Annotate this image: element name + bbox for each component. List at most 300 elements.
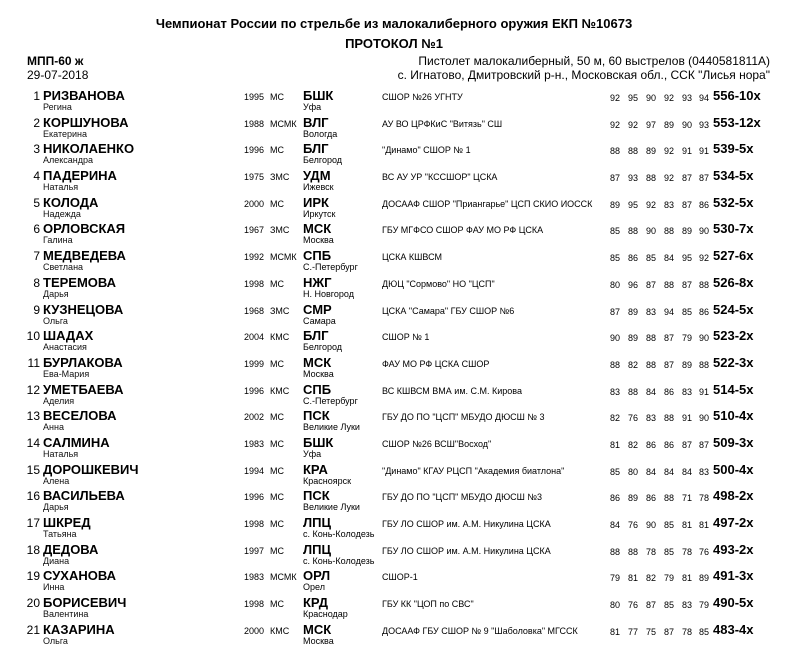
- series-score: 96: [627, 279, 638, 290]
- series-score: 83: [681, 600, 692, 611]
- birth-year: 1983: [244, 438, 265, 449]
- series-score: 83: [645, 413, 656, 424]
- athlete-surname: СУХАНОВА: [43, 568, 116, 584]
- series-score: 87: [609, 306, 620, 317]
- series-score: 81: [609, 439, 620, 450]
- series-score: 87: [645, 600, 656, 611]
- total-score: 483-4х: [713, 621, 754, 637]
- place-number: 13: [26, 409, 40, 424]
- result-row: [0, 141, 788, 168]
- club-name: ДОСААФ СШОР "Приангарье" ЦСП СКИО ИОССК: [382, 198, 593, 209]
- series-score: 79: [663, 573, 674, 584]
- discipline-label: МПП-60 ж: [27, 54, 84, 68]
- series-score: 88: [645, 359, 656, 370]
- series-score: 85: [609, 466, 620, 477]
- sport-rank: КМС: [270, 332, 290, 343]
- place-number: 21: [26, 622, 40, 637]
- sport-rank: МС: [270, 599, 284, 610]
- series-score: 87: [663, 359, 674, 370]
- event-location: с. Игнатово, Дмитровский р-н., Московская обл., ССК "Лисья нора": [397, 68, 770, 82]
- sport-rank: МС: [270, 145, 284, 156]
- series-score: 76: [627, 600, 638, 611]
- series-score: 90: [681, 119, 692, 130]
- total-score: 527-6х: [713, 248, 754, 264]
- series-score: 83: [681, 386, 692, 397]
- sport-rank: МС: [270, 198, 284, 209]
- series-score: 86: [698, 199, 709, 210]
- series-score: 92: [645, 199, 656, 210]
- series-score: 97: [645, 119, 656, 130]
- total-score: 490-5х: [713, 595, 754, 611]
- series-score: 87: [663, 333, 674, 344]
- series-score: 92: [698, 253, 709, 264]
- series-score: 95: [681, 253, 692, 264]
- series-score: 83: [698, 466, 709, 477]
- total-score: 530-7х: [713, 221, 754, 237]
- athlete-surname: ДЕДОВА: [43, 541, 99, 557]
- athlete-first-name: Дарья: [43, 288, 69, 299]
- birth-year: 1988: [244, 118, 265, 129]
- series-score: 95: [627, 199, 638, 210]
- club-name: ФАУ МО РФ ЦСКА СШОР: [382, 358, 490, 369]
- region-code: НЖГ: [303, 274, 332, 290]
- place-number: 3: [33, 142, 40, 157]
- total-score: 498-2х: [713, 488, 754, 504]
- athlete-first-name: Анна: [43, 422, 64, 433]
- total-score: 509-3х: [713, 434, 754, 450]
- athlete-first-name: Анастасия: [43, 342, 87, 353]
- athlete-surname: МЕДВЕДЕВА: [43, 248, 126, 264]
- total-score: 510-4х: [713, 408, 754, 424]
- city-name: Москва: [303, 235, 334, 246]
- series-score: 84: [645, 466, 656, 477]
- sport-rank: МСМК: [270, 572, 297, 583]
- series-score: 86: [698, 306, 709, 317]
- city-name: Краснодар: [303, 609, 348, 620]
- series-score: 91: [681, 413, 692, 424]
- birth-year: 2000: [244, 625, 265, 636]
- result-row: [0, 355, 788, 382]
- total-score: 500-4х: [713, 461, 754, 477]
- sport-rank: МС: [270, 412, 284, 423]
- series-score: 89: [645, 146, 656, 157]
- athlete-first-name: Дарья: [43, 502, 69, 513]
- event-date: 29-07-2018: [27, 68, 89, 82]
- city-name: Орел: [303, 582, 325, 593]
- birth-year: 2004: [244, 332, 265, 343]
- series-score: 83: [645, 306, 656, 317]
- series-score: 86: [663, 386, 674, 397]
- place-number: 16: [26, 489, 40, 504]
- birth-year: 1999: [244, 358, 265, 369]
- series-score: 93: [698, 119, 709, 130]
- total-score: 491-3х: [713, 568, 754, 584]
- series-score: 84: [681, 466, 692, 477]
- series-score: 89: [681, 359, 692, 370]
- athlete-first-name: Алена: [43, 475, 70, 486]
- sport-rank: МС: [270, 358, 284, 369]
- series-score: 81: [698, 520, 709, 530]
- birth-year: 1996: [244, 385, 265, 396]
- sport-rank: МС: [270, 519, 284, 529]
- region-code: СПБ: [303, 381, 332, 397]
- series-score: 85: [681, 306, 692, 317]
- series-score: 86: [645, 493, 656, 504]
- series-score: 94: [663, 306, 674, 317]
- series-score: 90: [609, 333, 620, 344]
- result-row: [0, 435, 788, 462]
- total-score: 524-5х: [713, 301, 754, 317]
- region-code: КРД: [303, 595, 329, 611]
- athlete-surname: ШАДАХ: [43, 328, 94, 344]
- athlete-first-name: Диана: [43, 555, 70, 566]
- birth-year: 1998: [244, 519, 265, 529]
- birth-year: 2000: [244, 198, 265, 209]
- athlete-surname: КАЗАРИНА: [43, 621, 115, 637]
- birth-year: 1975: [244, 172, 265, 183]
- result-row: [0, 595, 788, 622]
- series-score: 90: [698, 413, 709, 424]
- region-code: МСК: [303, 621, 332, 637]
- sport-rank: МСМК: [270, 252, 297, 263]
- series-score: 92: [663, 173, 674, 184]
- athlete-surname: КУЗНЕЦОВА: [43, 301, 124, 317]
- sport-rank: МСМК: [270, 118, 297, 129]
- series-score: 76: [627, 413, 638, 424]
- place-number: 9: [33, 302, 40, 317]
- athlete-first-name: Валентина: [43, 609, 89, 620]
- series-score: 76: [627, 520, 638, 530]
- athlete-first-name: Аделия: [43, 395, 75, 406]
- athlete-first-name: Наталья: [43, 448, 79, 459]
- region-code: ЛПЦ: [303, 541, 331, 557]
- birth-year: 1994: [244, 465, 265, 476]
- region-code: ПСК: [303, 488, 330, 504]
- birth-year: 2002: [244, 412, 265, 423]
- city-name: Н. Новгород: [303, 288, 354, 299]
- club-name: "Динамо" СШОР № 1: [382, 145, 471, 156]
- birth-year: 1995: [244, 92, 265, 102]
- athlete-surname: НИКОЛАЕНКО: [43, 141, 135, 157]
- series-score: 90: [698, 333, 709, 344]
- city-name: Белгород: [303, 155, 343, 166]
- athlete-surname: ОРЛОВСКАЯ: [43, 221, 126, 237]
- region-code: БЛГ: [303, 141, 329, 157]
- athlete-first-name: Екатерина: [43, 128, 87, 139]
- result-row: [0, 542, 788, 569]
- series-score: 91: [681, 146, 692, 157]
- birth-year: 1967: [244, 225, 265, 236]
- series-score: 88: [645, 333, 656, 344]
- club-name: "Динамо" КГАУ РЦСП "Академия биатлона": [382, 465, 565, 476]
- athlete-surname: ДОРОШКЕВИЧ: [43, 461, 139, 477]
- series-score: 81: [609, 626, 620, 637]
- city-name: Уфа: [303, 448, 322, 459]
- city-name: с. Конь-Колодезь: [303, 555, 375, 566]
- series-score: 71: [681, 493, 692, 504]
- athlete-surname: КОРШУНОВА: [43, 114, 129, 130]
- series-score: 92: [609, 119, 620, 130]
- birth-year: 1968: [244, 305, 265, 316]
- place-number: 8: [33, 275, 40, 290]
- series-score: 85: [698, 626, 709, 637]
- series-score: 81: [681, 520, 692, 530]
- total-score: 522-3х: [713, 354, 754, 370]
- birth-year: 1997: [244, 545, 265, 556]
- total-score: 493-2х: [713, 541, 754, 557]
- series-score: 88: [627, 546, 638, 557]
- series-score: 83: [663, 199, 674, 210]
- athlete-surname: САЛМИНА: [43, 434, 110, 450]
- athlete-first-name: Регина: [43, 102, 72, 112]
- athlete-first-name: Ольга: [43, 315, 68, 326]
- sport-rank: МС: [270, 278, 284, 289]
- athlete-first-name: Галина: [43, 235, 73, 246]
- region-code: МСК: [303, 354, 332, 370]
- club-name: ГБУ ДО ПО "ЦСП" МБУДО ДЮСШ №3: [382, 492, 542, 503]
- region-code: БШК: [303, 434, 334, 450]
- series-score: 89: [627, 493, 638, 504]
- series-score: 79: [698, 600, 709, 611]
- series-score: 90: [645, 520, 656, 530]
- range-description: Пистолет малокалиберный, 50 м, 60 выстрелов (0440581811А): [418, 54, 770, 68]
- series-score: 80: [627, 466, 638, 477]
- place-number: 20: [26, 596, 40, 611]
- result-row: [0, 382, 788, 409]
- city-name: Вологда: [303, 128, 338, 139]
- region-code: СПБ: [303, 248, 332, 264]
- club-name: ДОСААФ ГБУ СШОР № 9 "Шаболовка" МГССК: [382, 625, 578, 636]
- result-row: [0, 568, 788, 595]
- athlete-surname: КОЛОДА: [43, 194, 99, 210]
- results-list: [0, 88, 788, 648]
- place-number: 18: [26, 542, 40, 557]
- series-score: 78: [681, 626, 692, 637]
- athlete-first-name: Александра: [43, 155, 94, 166]
- series-score: 85: [609, 226, 620, 237]
- sport-rank: ЗМС: [270, 172, 290, 183]
- athlete-surname: ТЕРЕМОВА: [43, 274, 117, 290]
- sport-rank: МС: [270, 438, 284, 449]
- total-score: 514-5х: [713, 381, 754, 397]
- series-score: 86: [645, 439, 656, 450]
- series-score: 88: [609, 546, 620, 557]
- series-score: 91: [698, 386, 709, 397]
- city-name: Великие Луки: [303, 422, 360, 433]
- series-score: 89: [681, 226, 692, 237]
- athlete-surname: ВЕСЕЛОВА: [43, 408, 117, 424]
- series-score: 82: [627, 439, 638, 450]
- series-score: 79: [609, 573, 620, 584]
- place-number: 19: [26, 569, 40, 584]
- series-score: 88: [645, 173, 656, 184]
- birth-year: 1996: [244, 145, 265, 156]
- athlete-surname: РИЗВАНОВА: [43, 88, 125, 103]
- series-score: 89: [663, 119, 674, 130]
- result-row: [0, 248, 788, 275]
- region-code: МСК: [303, 221, 332, 237]
- series-score: 88: [663, 493, 674, 504]
- series-score: 87: [681, 279, 692, 290]
- club-name: ДЮЦ "Сормово" НО "ЦСП": [382, 278, 495, 289]
- region-code: ИРК: [303, 194, 329, 210]
- city-name: Великие Луки: [303, 502, 360, 513]
- city-name: Белгород: [303, 342, 343, 353]
- series-score: 84: [609, 520, 620, 530]
- series-score: 78: [698, 493, 709, 504]
- series-score: 75: [645, 626, 656, 637]
- series-score: 81: [681, 573, 692, 584]
- series-score: 89: [609, 199, 620, 210]
- club-name: ЦСКА КШВСМ: [382, 252, 442, 263]
- place-number: 5: [33, 195, 40, 210]
- series-score: 89: [627, 333, 638, 344]
- place-number: 11: [27, 355, 40, 370]
- city-name: Иркутск: [303, 208, 336, 219]
- place-number: 7: [33, 249, 40, 264]
- series-score: 88: [663, 279, 674, 290]
- club-name: СШОР №26 ВСШ"Восход": [382, 438, 492, 449]
- sport-rank: МС: [270, 545, 284, 556]
- athlete-surname: ПАДЕРИНА: [43, 168, 117, 184]
- result-row: [0, 328, 788, 355]
- sport-rank: МС: [270, 92, 284, 102]
- series-score: 82: [645, 573, 656, 584]
- birth-year: 1996: [244, 492, 265, 503]
- series-score: 93: [681, 93, 692, 103]
- place-number: 15: [26, 462, 40, 477]
- series-score: 86: [609, 493, 620, 504]
- series-score: 87: [698, 439, 709, 450]
- series-score: 93: [627, 173, 638, 184]
- series-score: 76: [698, 546, 709, 557]
- sport-rank: КМС: [270, 385, 290, 396]
- city-name: Самара: [303, 315, 336, 326]
- athlete-surname: БУРЛАКОВА: [43, 354, 123, 370]
- result-row: [0, 168, 788, 195]
- athlete-first-name: Наталья: [43, 182, 79, 193]
- series-score: 91: [698, 146, 709, 157]
- place-number: 6: [33, 222, 40, 237]
- athlete-surname: БОРИСЕВИЧ: [43, 595, 127, 611]
- athlete-first-name: Светлана: [43, 262, 84, 273]
- result-row: [0, 275, 788, 302]
- series-score: 88: [609, 359, 620, 370]
- region-code: БШК: [303, 88, 334, 103]
- city-name: Уфа: [303, 102, 322, 112]
- city-name: с. Конь-Колодезь: [303, 529, 375, 539]
- city-name: Москва: [303, 368, 334, 379]
- series-score: 79: [681, 333, 692, 344]
- series-score: 77: [627, 626, 638, 637]
- series-score: 88: [698, 359, 709, 370]
- series-score: 94: [698, 93, 709, 103]
- series-score: 84: [645, 386, 656, 397]
- athlete-surname: УМЕТБАЕВА: [43, 381, 124, 397]
- club-name: ГБУ КК "ЦОП по СВС": [382, 599, 474, 610]
- series-score: 92: [663, 93, 674, 103]
- series-score: 90: [645, 93, 656, 103]
- result-row: [0, 88, 788, 115]
- club-name: ГБУ МГФСО СШОР ФАУ МО РФ ЦСКА: [382, 225, 544, 236]
- series-score: 85: [645, 253, 656, 264]
- series-score: 88: [698, 279, 709, 290]
- sport-rank: ЗМС: [270, 225, 290, 236]
- series-score: 85: [663, 546, 674, 557]
- birth-year: 1998: [244, 278, 265, 289]
- club-name: ГБУ ЛО СШОР им. А.М. Никулина ЦСКА: [382, 519, 551, 529]
- athlete-surname: ШКРЕД: [43, 515, 91, 530]
- series-score: 88: [627, 386, 638, 397]
- city-name: С.-Петербург: [303, 395, 358, 406]
- club-name: СШОР-1: [382, 572, 418, 583]
- series-score: 88: [609, 146, 620, 157]
- place-number: 1: [33, 89, 40, 103]
- result-row: [0, 515, 788, 542]
- series-score: 84: [663, 253, 674, 264]
- series-score: 92: [609, 93, 620, 103]
- birth-year: 1992: [244, 252, 265, 263]
- series-score: 90: [645, 226, 656, 237]
- club-name: ВС КШВСМ ВМА им. С.М. Кирова: [382, 385, 522, 396]
- club-name: ГБУ ДО ПО "ЦСП" МБУДО ДЮСШ № 3: [382, 412, 545, 423]
- place-number: 2: [33, 115, 40, 130]
- series-score: 81: [627, 573, 638, 584]
- place-number: 4: [33, 169, 40, 184]
- series-score: 83: [609, 386, 620, 397]
- result-row: [0, 488, 788, 515]
- region-code: ПСК: [303, 408, 330, 424]
- total-score: 497-2х: [713, 515, 754, 530]
- result-row: [0, 221, 788, 248]
- athlete-surname: ВАСИЛЬЕВА: [43, 488, 125, 504]
- athlete-first-name: Инна: [43, 582, 65, 593]
- result-row: [0, 195, 788, 222]
- city-name: Ижевск: [303, 182, 334, 193]
- place-number: 17: [26, 516, 40, 530]
- place-number: 10: [26, 329, 40, 344]
- series-score: 84: [663, 466, 674, 477]
- result-row: [0, 408, 788, 435]
- region-code: СМР: [303, 301, 332, 317]
- series-score: 85: [663, 600, 674, 611]
- total-score: 532-5х: [713, 194, 754, 210]
- series-score: 87: [663, 626, 674, 637]
- result-row: [0, 622, 788, 649]
- series-score: 80: [609, 279, 620, 290]
- place-number: 14: [26, 435, 40, 450]
- total-score: 556-10х: [713, 88, 761, 103]
- protocol-title: ПРОТОКОЛ №1: [345, 36, 443, 51]
- sport-rank: ЗМС: [270, 305, 290, 316]
- club-name: ВС АУ УР "КССШОР" ЦСКА: [382, 172, 498, 183]
- sport-rank: МС: [270, 492, 284, 503]
- series-score: 88: [627, 226, 638, 237]
- region-code: УДМ: [303, 168, 331, 184]
- series-score: 78: [681, 546, 692, 557]
- region-code: КРА: [303, 461, 328, 477]
- series-score: 87: [609, 173, 620, 184]
- total-score: 526-8х: [713, 274, 754, 290]
- athlete-first-name: Надежда: [43, 208, 81, 219]
- series-score: 95: [627, 93, 638, 103]
- series-score: 87: [698, 173, 709, 184]
- result-row: [0, 115, 788, 142]
- club-name: СШОР № 1: [382, 332, 430, 343]
- series-score: 87: [681, 199, 692, 210]
- region-code: ЛПЦ: [303, 515, 331, 530]
- total-score: 523-2х: [713, 328, 754, 344]
